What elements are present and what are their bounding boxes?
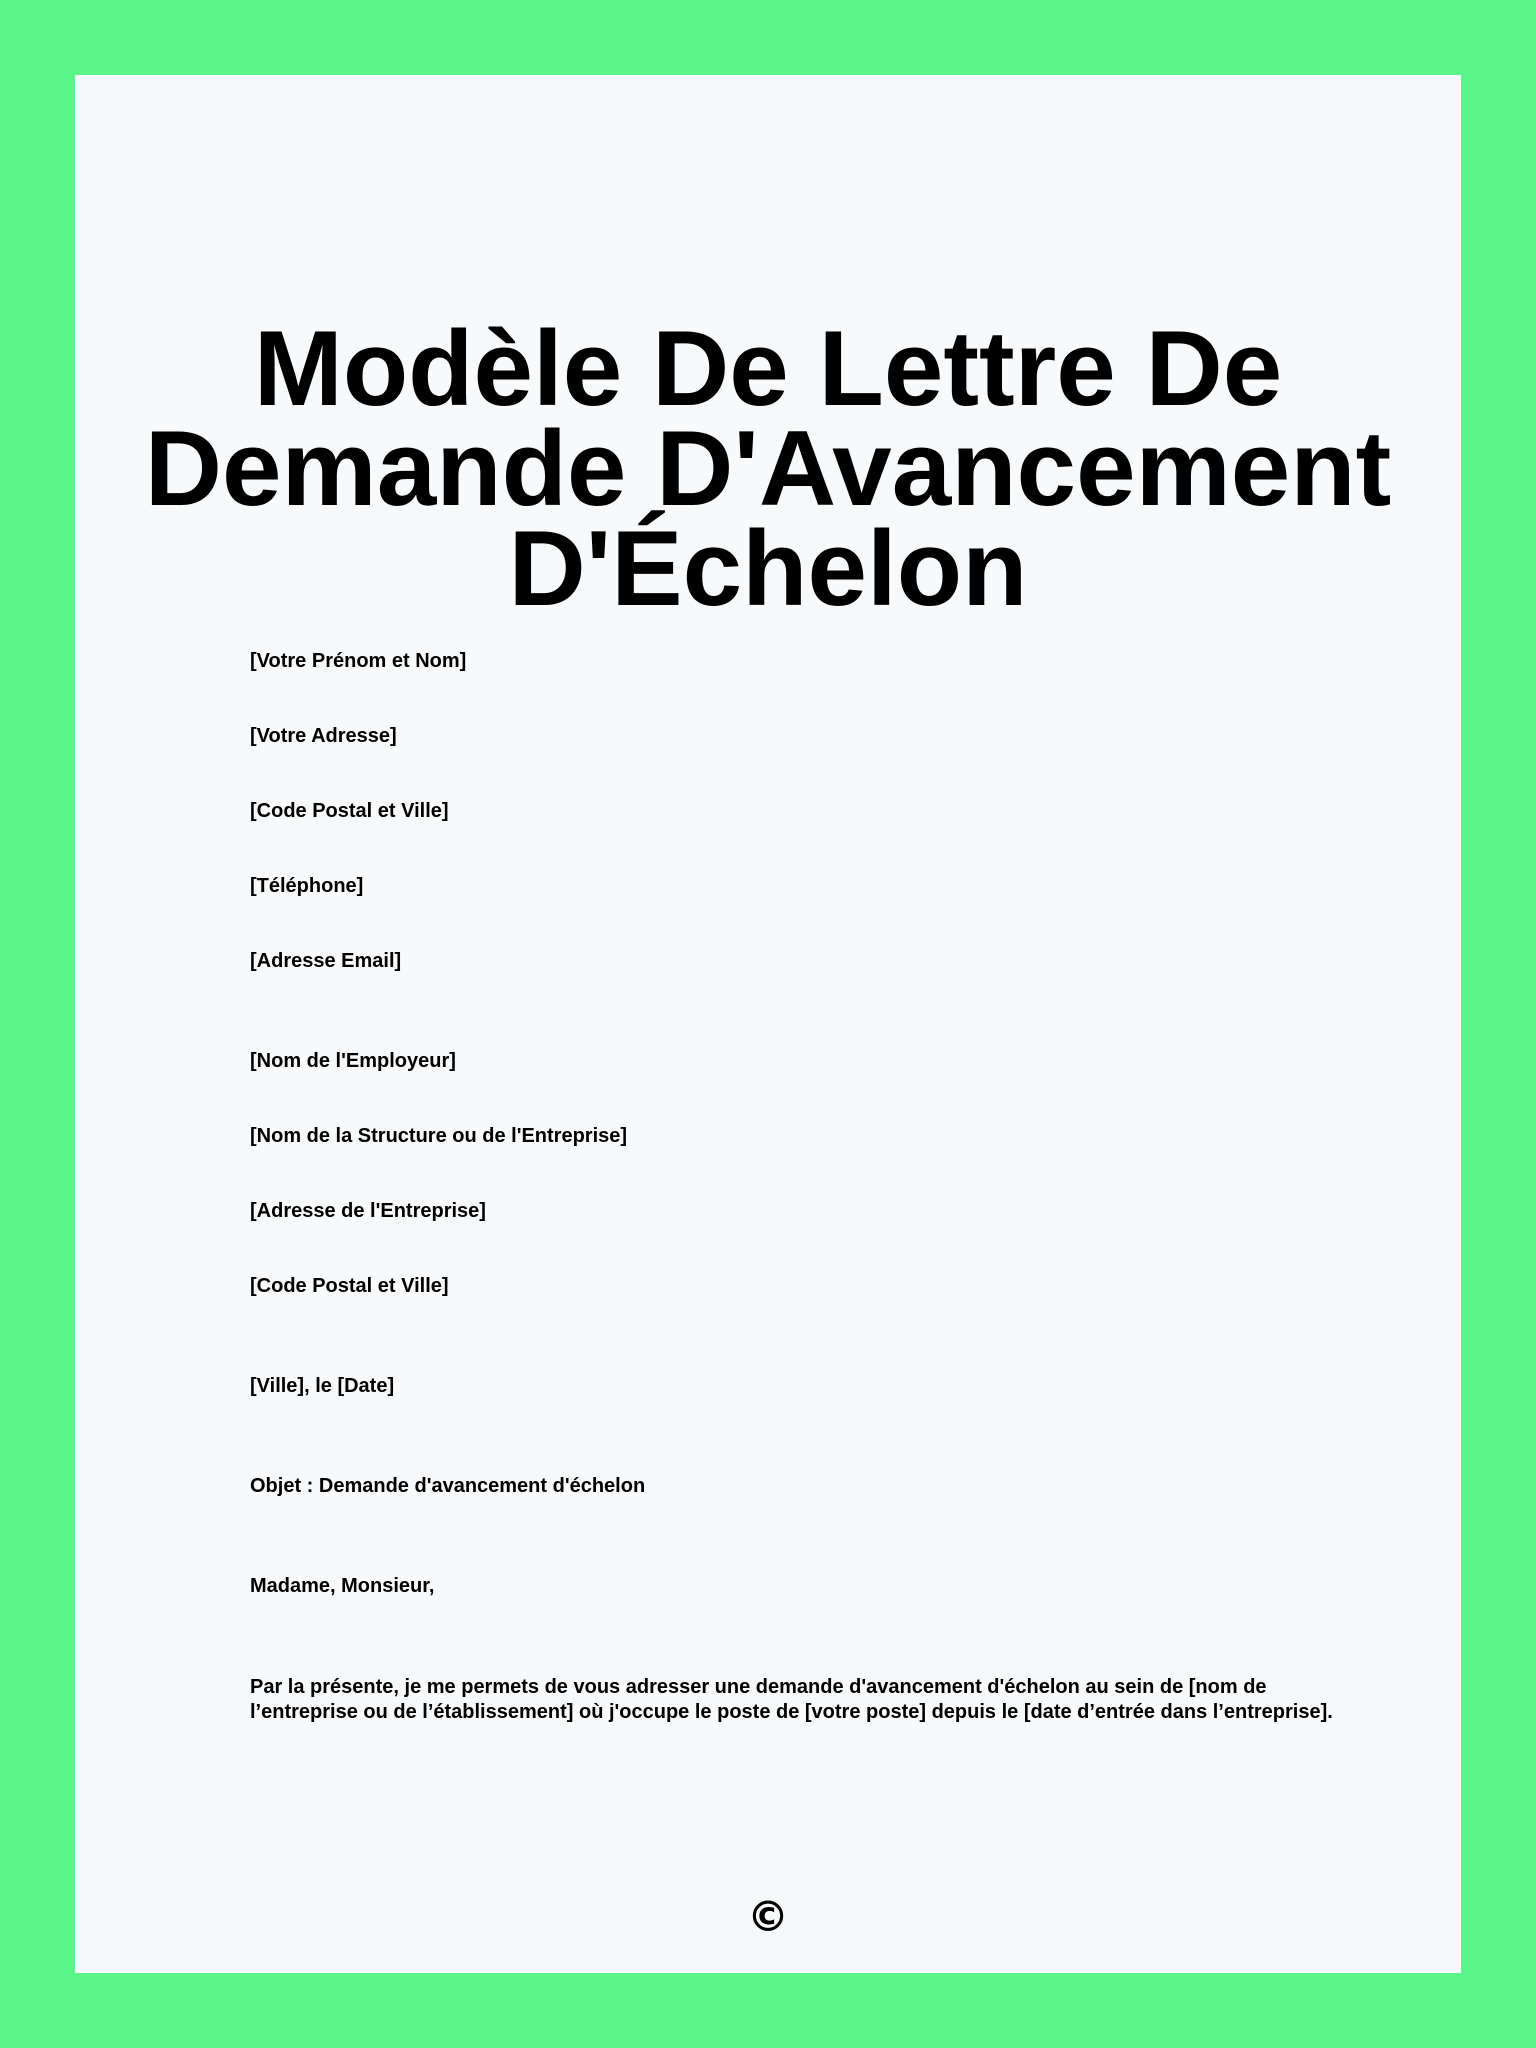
title-line-3: D'Échelon <box>508 508 1028 628</box>
recipient-postal-city: [Code Postal et Ville] <box>250 1275 449 1297</box>
sender-address: [Votre Adresse] <box>250 725 397 747</box>
recipient-address: [Adresse de l'Entreprise] <box>250 1200 486 1222</box>
sender-email: [Adresse Email] <box>250 950 402 972</box>
title-line-2: Demande D'Avancement <box>144 408 1392 528</box>
recipient-company: [Nom de la Structure ou de l'Entreprise] <box>250 1125 628 1147</box>
page-title <box>75 308 1461 628</box>
letter-page <box>75 75 1461 1973</box>
body-paragraph: Par la présente, je me permets de vous adresser une demande d'avancement d'échelon au sein de [nom de l’entreprise ou de l’établissement] où j'occupe le poste de [votre poste] depuis le [date d’entrée dans l’entreprise]. <box>250 1676 1333 1723</box>
title-line-1: Modèle De Lettre De <box>253 308 1283 428</box>
sender-postal-city: [Code Postal et Ville] <box>250 800 449 822</box>
subject-line: Objet : Demande d'avancement d'échelon <box>250 1475 646 1497</box>
copyright-icon: © <box>747 1892 789 1941</box>
salutation: Madame, Monsieur, <box>250 1575 435 1597</box>
sender-phone: [Téléphone] <box>250 875 364 897</box>
place-date: [Ville], le [Date] <box>250 1375 395 1397</box>
sender-name: [Votre Prénom et Nom] <box>250 650 467 672</box>
recipient-employer: [Nom de l'Employeur] <box>250 1050 456 1072</box>
